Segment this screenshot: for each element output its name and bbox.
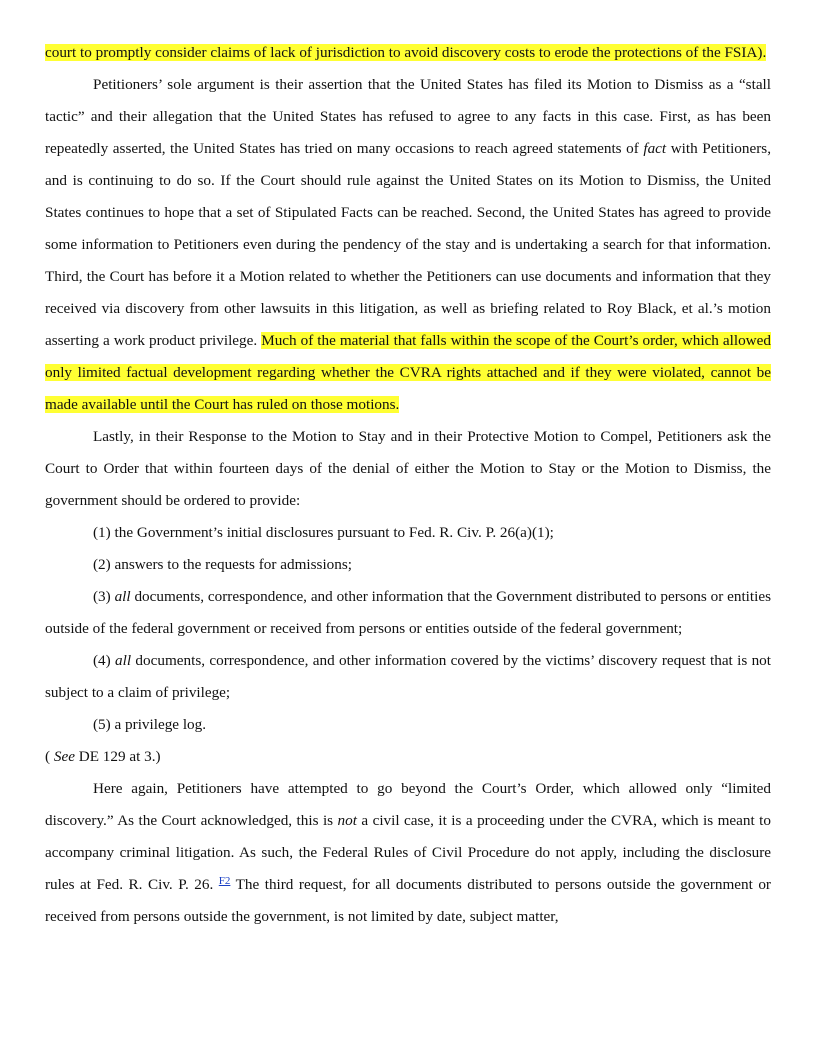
paragraph-here-again: [45, 773, 771, 933]
emphasis-all: all: [115, 652, 132, 669]
list-item-2: [45, 549, 771, 581]
emphasis-not: not: [337, 812, 357, 829]
list-item-3: [45, 581, 771, 645]
paragraph-text: with Petitioners, and is continuing to do so. If the Court should rule against the United States on its Motion to Dismiss, the United States continues to hope that a set of Stipulated Facts can be reached. Second, the United States has agreed to provide some information to Petitioners even during the pendency of the stay and is undertaking a search for that information. Third, the Court has before it a Motion related to whether the Petitioners can use documents and information that they received via discovery from other lawsuits in this litigation, as well as briefing related to Roy Black, et al.’s motion asserting a work product privilege.: [45, 140, 772, 349]
list-item-number: (4): [93, 652, 116, 669]
list-item-text: (5) a privilege log.: [93, 716, 207, 733]
document-page: [45, 37, 771, 933]
paragraph-text: Petitioners’ sole argument is their assertion that the United States has filed its Motion to Dismiss as a “stall tactic” and their allegation that the United States has refused to agree to any facts in this case. First, as has been repeatedly asserted, the United States has tried on many occasions to reach agreed statements of: [45, 76, 771, 157]
citation-open: (: [45, 748, 54, 765]
list-item-text: (2) answers to the requests for admissions;: [93, 556, 352, 573]
list-item-text: documents, correspondence, and other information covered by the victims’ discovery request that is not subject to a claim of privilege;: [45, 652, 771, 701]
paragraph-stall-tactic: [45, 69, 771, 421]
footnote-link[interactable]: F2: [218, 875, 231, 887]
highlighted-text: court to promptly consider claims of lack of jurisdiction to avoid discovery costs to erode the protections of the FSIA).: [45, 44, 767, 61]
paragraph-text: a civil case, it is a proceeding under the CVRA, which is meant to accompany criminal litigation. As such, the Federal Rules of Civil Procedure do not apply, including the disclosure rules at Fed. R. Civ. P. 26.: [45, 812, 771, 893]
list-item-5: [45, 709, 771, 741]
highlighted-text: Much of the material that falls within the scope of the Court’s order, which allowed only limited factual development regarding whether the CVRA rights attached and if they were violated, cannot be made available until the Court has ruled on those motions.: [45, 332, 771, 413]
list-item-text: documents, correspondence, and other information that the Government distributed to persons or entities outside of the federal government or received from persons or entities outside of the federal government;: [45, 588, 771, 637]
paragraph-text: The third request, for all documents distributed to persons outside the government or received from persons outside the government, is not limited by date, subject matter,: [45, 876, 771, 925]
paragraph-text: Lastly, in their Response to the Motion to Stay and in their Protective Motion to Compel, Petitioners ask the Court to Order that within fourteen days of the denial of either the Motion to Stay or the Motion to Dismiss, the government should be ordered to provide:: [45, 428, 771, 509]
list-item-number: (3): [93, 588, 115, 605]
paragraph-continuation: [45, 37, 771, 69]
emphasis-all: all: [114, 588, 131, 605]
paragraph-lastly: [45, 421, 771, 517]
emphasis-fact: fact: [643, 140, 667, 157]
list-item-4: [45, 645, 771, 709]
paragraph-text: Here again, Petitioners have attempted to go beyond the Court’s Order, which allowed only “limited discovery.” As the Court acknowledged, this is: [45, 780, 771, 829]
citation: [45, 741, 771, 773]
citation-text: DE 129 at 3.): [74, 748, 161, 765]
list-item-text: (1) the Government’s initial disclosures pursuant to Fed. R. Civ. P. 26(a)(1);: [93, 524, 554, 541]
citation-signal: See: [53, 748, 75, 765]
list-item-1: [45, 517, 771, 549]
